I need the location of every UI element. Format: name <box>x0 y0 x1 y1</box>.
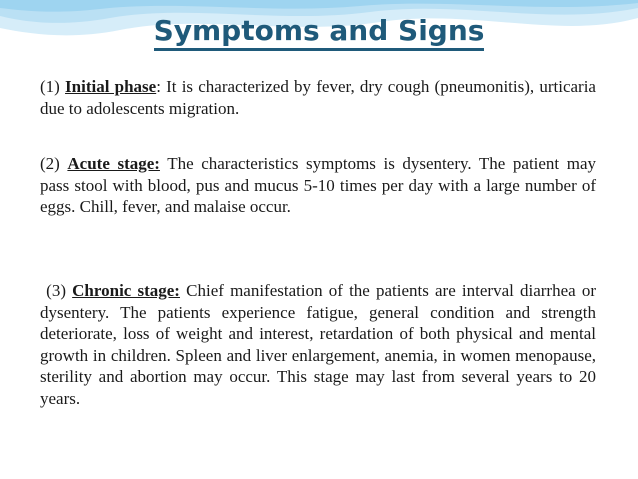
slide-title: Symptoms and Signs <box>0 14 638 47</box>
paragraph-number: (3) <box>46 281 66 300</box>
paragraph-text: Chief manifestation of the patients are interval diarrhea or dysentery. The patients experience fatigue, general condition and strength deteriorate, loss of weight and interest, retardation of both physical and mental growth in children. Spleen and liver enlargement, anemia, in women menopause, sterility and abortion may occur. This stage may last from several years to 20 years. <box>40 281 596 408</box>
paragraph-initial-phase <box>40 76 596 119</box>
paragraph-text: : It is characterized by fever, dry cough (pneumonitis), urticaria due to adolescents migration. <box>40 77 596 118</box>
paragraph-label: Chronic stage: <box>72 281 180 300</box>
paragraph-number: (1) <box>40 77 60 96</box>
paragraph-acute-stage <box>40 153 596 218</box>
paragraph-label: Initial phase <box>65 77 157 96</box>
paragraph-text: The characteristics symptoms is dysentery. The patient may pass stool with blood, pus and mucus 5-10 times per day with a large number of eggs. Chill, fever, and malaise occur. <box>40 154 596 216</box>
paragraph-chronic-stage <box>40 280 596 409</box>
paragraph-number: (2) <box>40 154 60 173</box>
paragraph-label: Acute stage: <box>67 154 160 173</box>
